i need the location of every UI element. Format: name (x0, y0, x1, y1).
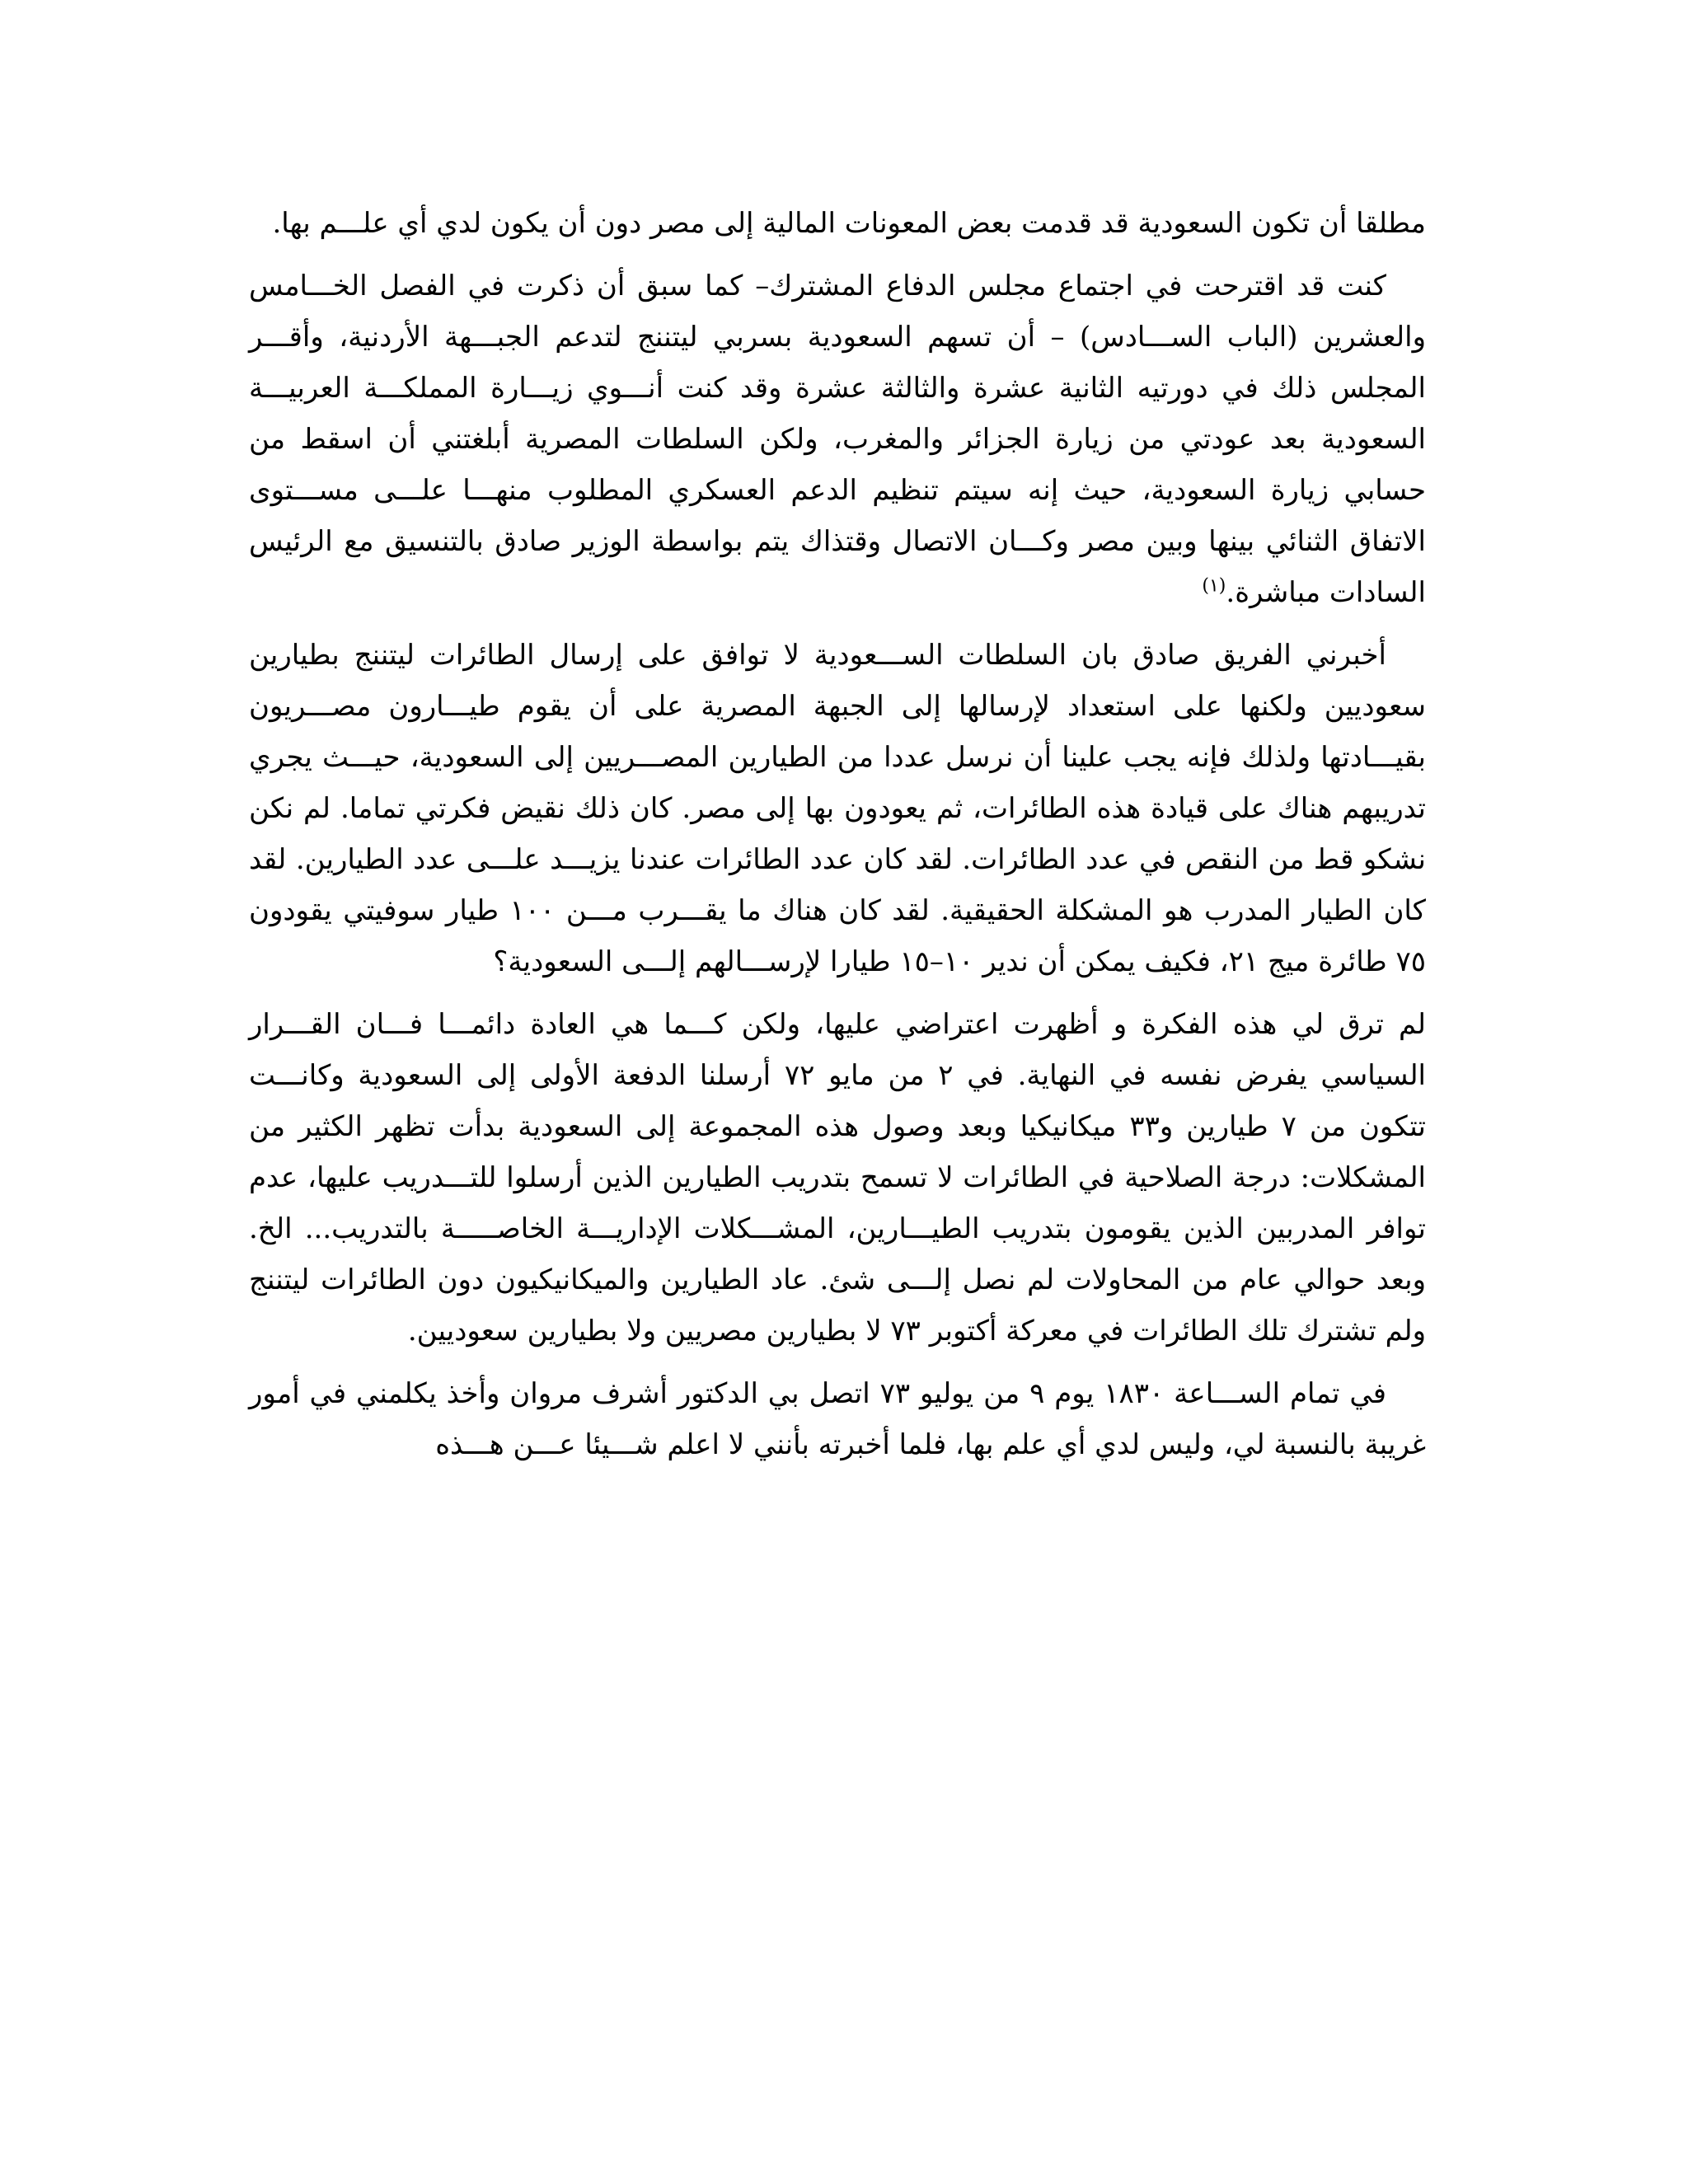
paragraph-5 (249, 1368, 1426, 1470)
document-body (249, 198, 1426, 1482)
paragraph-2 (249, 260, 1426, 618)
footnote-reference: (١) (1202, 575, 1226, 597)
paragraph-3-text: أخبرني الفريق صادق بان السلطات الســـعودية لا توافق على إرسال الطائرات ليتننج بطيارين سعوديين ولكنها على استعداد لإرسالها إلى الجبهة المصرية على أن يقوم طيـــارون مصـــريون بقيـــادتها ولذلك فإنه يجب علينا أن نرسل عددا من الطيارين المصـــريين إلى السعودية، حيـــث يجري تدريبهم هناك على قيادة هذه الطائرات، ثم يعودون بها إلى مصر. كان ذلك نقيض فكرتي تماما. لم نكن نشكو قط من النقص في عدد الطائرات. لقد كان عدد الطائرات عندنا يزيـــد علـــى عدد الطيارين. لقد كان الطيار المدرب هو المشكلة الحقيقية. لقد كان هناك ما يقـــرب مـــن ١٠٠ طيار سوفيتي يقودون ٧٥ طائرة ميج ٢١، فكيف يمكن أن ندير ١٠–١٥ طيارا لإرســـالهم إلـــى السعودية؟ (249, 639, 1426, 978)
paragraph-3 (249, 630, 1426, 987)
paragraph-5-text: في تمام الســـاعة ١٨٣٠ يوم ٩ من يوليو ٧٣ اتصل بي الدكتور أشرف مروان وأخذ يكلمني في أمور غريبة بالنسبة لي، وليس لدي أي علم بها، فلما أخبرته بأنني لا اعلم شـــيئا عـــن هـــذه (249, 1377, 1426, 1461)
paragraph-4-text: لم ترق لي هذه الفكرة و أظهرت اعتراضي عليها، ولكن كـــما هي العادة دائمـــا فـــان القـــرار السياسي يفرض نفسه في النهاية. في ٢ من مايو ٧٢ أرسلنا الدفعة الأولى إلى السعودية وكانـــت تتكون من ٧ طيارين و٣٣ ميكانيكيا وبعد وصول هذه المجموعة إلى السعودية بدأت تظهر الكثير من المشكلات: درجة الصلاحية في الطائرات لا تسمح بتدريب الطيارين الذين أرسلوا للتـــدريب عليها، عدم توافر المدربين الذين يقومون بتدريب الطيـــارين، المشـــكلات الإداريـــة الخاصـــــة بالتدريب... الخ. وبعد حوالي عام من المحاولات لم نصل إلـــى شئ. عاد الطيارين والميكانيكيون دون الطائرات ليتننج ولم تشترك تلك الطائرات في معركة أكتوبر ٧٣ لا بطيارين مصريين ولا بطيارين سعوديين. (249, 1008, 1426, 1347)
paragraph-1 (249, 198, 1426, 249)
paragraph-2-text: كنت قد اقترحت في اجتماع مجلس الدفاع المشترك– كما سبق أن ذكرت في الفصل الخـــامس والعشرين (الباب الســـادس) – أن تسهم السعودية بسربي ليتننج لتدعم الجبـــهة الأردنية، وأقـــر المجلس ذلك في دورتيه الثانية عشرة والثالثة عشرة وقد كنت أنـــوي زيـــارة المملكـــة العربيـــة السعودية بعد عودتي من زيارة الجزائر والمغرب، ولكن السلطات المصرية أبلغتني أن اسقط من حسابي زيارة السعودية، حيث إنه سيتم تنظيم الدعم العسكري المطلوب منهـــا علـــى مســـتوى الاتفاق الثنائي بينها وبين مصر وكـــان الاتصال وقتذاك يتم بواسطة الوزير صادق بالتنسيق مع الرئيس السادات مباشرة. (249, 269, 1426, 609)
paragraph-4 (249, 999, 1426, 1357)
paragraph-1-text: مطلقا أن تكون السعودية قد قدمت بعض المعونات المالية إلى مصر دون أن يكون لدي أي علـــم بها. (272, 207, 1426, 240)
